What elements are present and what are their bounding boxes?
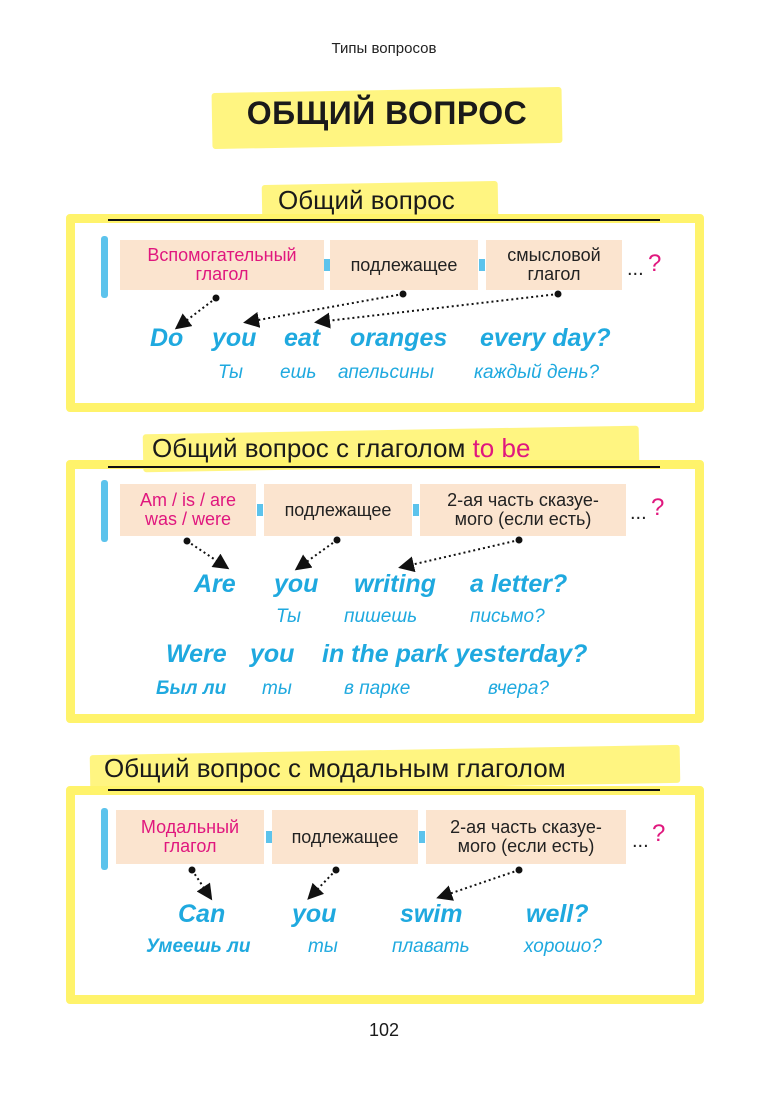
section3-box-second-part: 2-ая часть сказуе- мого (если есть): [426, 810, 626, 864]
section2-box-second-part: 2-ая часть сказуе- мого (если есть): [420, 484, 626, 536]
arrow-s3-modal: [192, 870, 210, 897]
section2-box-to-be: Am / is / are was / were: [120, 484, 256, 536]
section1-box-subject: подлежащее: [330, 240, 478, 290]
s2-ru-word: Был ли: [156, 678, 227, 699]
section1-question-mark: ?: [648, 250, 662, 277]
arrow-dot: [516, 537, 523, 544]
s3-ru-word: Умеешь ли: [146, 936, 251, 957]
s2-ru-word: письмо?: [470, 606, 545, 627]
s2-en-word: Were: [166, 640, 227, 668]
s2-en-word: you: [250, 640, 295, 668]
section3-question-mark: ?: [652, 820, 666, 847]
s1-ru-word: ешь: [280, 362, 317, 383]
arrow-s3-second-part: [440, 870, 519, 897]
s2-ru-word: Ты: [276, 606, 301, 627]
arrow-s3-subject: [310, 870, 336, 897]
section2-dots: ...: [630, 502, 647, 524]
arrow-s1-main-verb: [318, 294, 558, 322]
arrow-dot: [516, 867, 523, 874]
arrow-s2-second-part: [402, 540, 519, 567]
section1-title: Общий вопрос: [278, 185, 455, 215]
section3-box-modal: Модальный глагол: [116, 810, 264, 864]
section3-dots: ...: [632, 830, 649, 852]
s3-ru-word: хорошо?: [524, 936, 602, 957]
s1-en-word: eat: [284, 324, 321, 352]
s2-en-word: you: [274, 570, 319, 598]
arrow-dot: [400, 291, 407, 298]
s3-en-word: Can: [178, 900, 226, 928]
s2-en-word: Are: [194, 570, 236, 598]
s3-ru-word: ты: [308, 936, 338, 957]
s2-en-word: a letter?: [470, 570, 568, 598]
section1-box-auxiliary: Вспомогательный глагол: [120, 240, 324, 290]
s1-ru-word: Ты: [218, 362, 243, 383]
s2-ru-word: пишешь: [344, 606, 418, 627]
section1-dots: ...: [627, 258, 644, 280]
s2-ru-word: в парке: [344, 678, 411, 699]
arrow-dot: [213, 295, 220, 302]
arrow-dot: [334, 537, 341, 544]
arrow-dot: [189, 867, 196, 874]
s1-en-word: oranges: [350, 324, 448, 352]
s1-en-word: Do: [150, 324, 184, 352]
s3-ru-word: плавать: [392, 936, 470, 957]
section3-box-subject: подлежащее: [272, 810, 418, 864]
s1-ru-word: апельсины: [338, 362, 434, 383]
s2-en-word: in the park yesterday?: [322, 640, 588, 668]
page-number: 102: [368, 1020, 400, 1040]
page-header: Типы вопросов: [331, 40, 437, 57]
section2-box-subject: подлежащее: [264, 484, 412, 536]
arrow-dot: [333, 867, 340, 874]
s2-en-word: writing: [354, 570, 436, 598]
arrow-dot: [555, 291, 562, 298]
arrow-s2-subject: [298, 540, 337, 568]
section1-box-main-verb: смысловой глагол: [486, 240, 622, 290]
s1-en-word: you: [212, 324, 257, 352]
arrow-s1-auxiliary: [178, 298, 216, 327]
s1-en-word: every day?: [480, 324, 611, 352]
section2-title-main: Общий вопрос с глаголом: [152, 433, 473, 463]
section2-question-mark: ?: [651, 494, 665, 521]
arrow-dot: [184, 538, 191, 545]
s3-en-word: well?: [526, 900, 589, 928]
s1-ru-word: каждый день?: [474, 362, 600, 383]
s3-en-word: you: [292, 900, 337, 928]
section3-title: Общий вопрос с модальным глаголом: [104, 753, 566, 783]
s2-ru-word: ты: [262, 678, 292, 699]
section2-title-accent: to be: [472, 433, 531, 463]
main-title: ОБЩИЙ ВОПРОС: [246, 95, 528, 131]
s3-en-word: swim: [400, 900, 463, 928]
s2-ru-word: вчера?: [488, 678, 549, 699]
arrow-s2-to-be: [187, 541, 226, 567]
arrow-s1-subject: [247, 294, 403, 322]
